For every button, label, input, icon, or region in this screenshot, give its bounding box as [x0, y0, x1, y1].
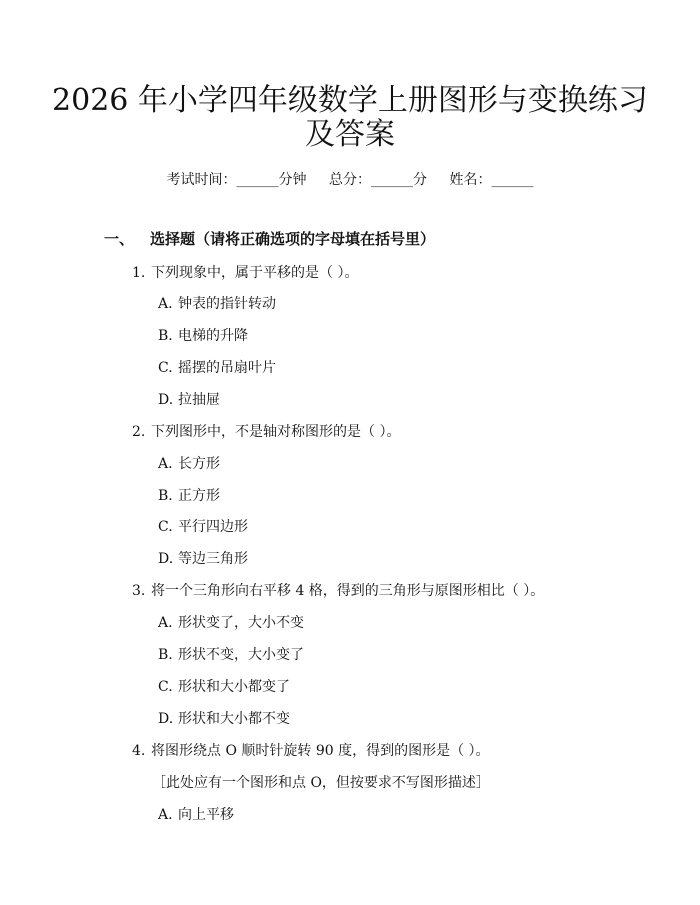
- option-letter: A.: [158, 296, 173, 312]
- option-text: 摇摆的吊扇叶片: [178, 360, 276, 376]
- question-number: 4.: [132, 743, 146, 759]
- exam-time: 考试时间：______分钟: [166, 172, 307, 188]
- option-text: 钟表的指针转动: [178, 296, 276, 312]
- q2-option-d: [158, 548, 248, 568]
- option-letter: C.: [158, 679, 173, 695]
- option-letter: D.: [158, 711, 174, 727]
- option-text: 等边三角形: [178, 551, 248, 567]
- question-text: 下列图形中，不是轴对称图形的是（ ）。: [151, 424, 401, 440]
- q3-option-b: [158, 644, 304, 664]
- option-text: 形状和大小都变了: [178, 679, 290, 695]
- q3-option-c: [158, 676, 290, 696]
- option-text: 平行四边形: [178, 519, 248, 535]
- option-letter: C.: [158, 519, 173, 535]
- option-letter: D.: [158, 551, 174, 567]
- option-letter: D.: [158, 392, 174, 408]
- q2-option-a: [158, 453, 220, 473]
- q1-option-a: [158, 293, 276, 313]
- question-2: [132, 421, 400, 441]
- question-text: 下列现象中，属于平移的是（ ）。: [151, 265, 359, 281]
- option-letter: A.: [158, 615, 173, 631]
- section-title: 选择题（请将正确选项的字母填在括号里）: [150, 230, 436, 248]
- option-letter: A.: [158, 456, 173, 472]
- option-letter: B.: [158, 488, 173, 504]
- section-number: 一、: [104, 230, 135, 248]
- question-number: 2.: [132, 424, 146, 440]
- option-text: 形状不变，大小变了: [178, 647, 304, 663]
- document-title-line1: 2026 年小学四年级数学上册图形与变换练习: [52, 83, 648, 118]
- option-letter: B.: [158, 647, 173, 663]
- question-4: [132, 740, 490, 760]
- question-3: [132, 580, 544, 600]
- q3-option-a: [158, 612, 304, 632]
- student-name: 姓名：______: [449, 172, 534, 188]
- option-text: 拉抽屉: [178, 392, 220, 408]
- option-letter: A.: [158, 807, 173, 823]
- q2-option-b: [158, 485, 220, 505]
- option-letter: C.: [158, 360, 173, 376]
- exam-info: [0, 169, 700, 189]
- q1-option-c: [158, 357, 276, 377]
- section-heading: [104, 228, 435, 249]
- q4-option-a: [158, 804, 234, 824]
- figure-placeholder-note: ［此处应有一个图形和点 O，但按要求不写图形描述］: [152, 775, 490, 791]
- option-text: 长方形: [178, 456, 220, 472]
- option-text: 形状变了，大小不变: [178, 615, 304, 631]
- q1-option-d: [158, 389, 220, 409]
- q3-option-d: [158, 708, 290, 728]
- option-text: 电梯的升降: [178, 328, 248, 344]
- question-1: [132, 262, 358, 282]
- q1-option-b: [158, 325, 248, 345]
- question-text: 将一个三角形向右平移 4 格，得到的三角形与原图形相比（ ）。: [151, 583, 545, 599]
- question-number: 3.: [132, 583, 146, 599]
- option-text: 形状和大小都不变: [178, 711, 290, 727]
- option-text: 向上平移: [178, 807, 234, 823]
- option-text: 正方形: [178, 488, 220, 504]
- document-title-line2: 及答案: [305, 117, 395, 152]
- q2-option-c: [158, 516, 248, 536]
- exam-total-score: 总分：______分: [329, 172, 427, 188]
- question-number: 1.: [132, 265, 146, 281]
- option-letter: B.: [158, 328, 173, 344]
- question-text: 将图形绕点 O 顺时针旋转 90 度，得到的图形是（ ）。: [151, 743, 490, 759]
